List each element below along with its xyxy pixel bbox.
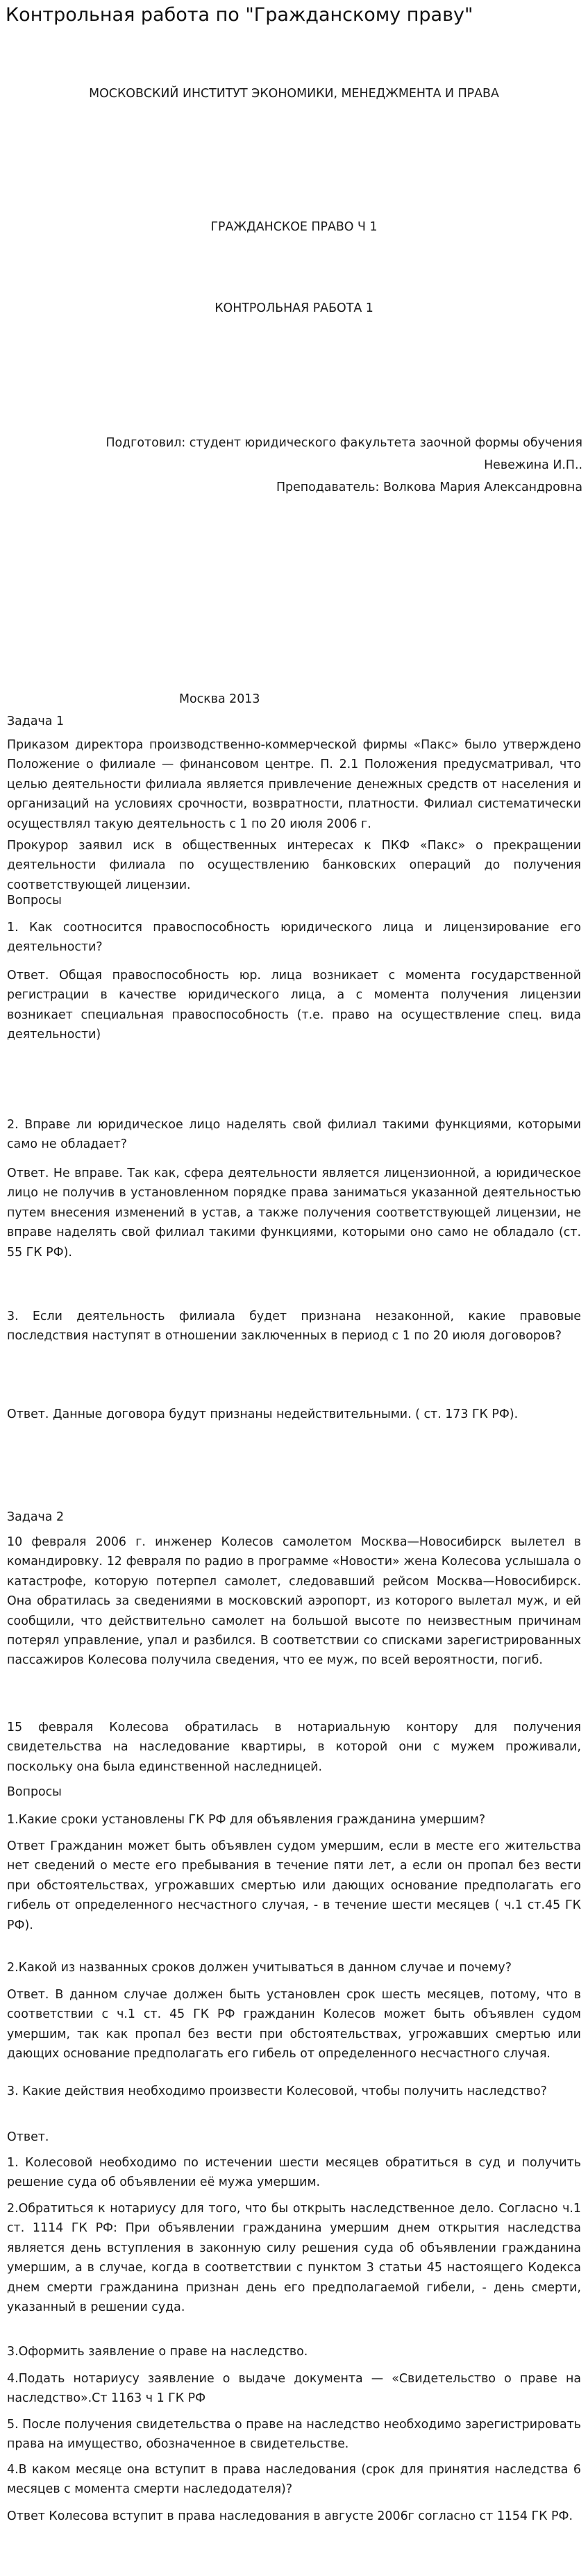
task2-step-5: 5. После получения свидетельства о праве на наследство необходимо зарегистрировать права на имущество, обозначенное в свидетельстве. [7, 2418, 581, 2452]
task2-notary: 15 февраля Колесова обратилась в нотариальную контору для получения свидетельства на наследование квартиры, в которой они с мужем проживали, поскольку она была единственной наследницей. [7, 1721, 581, 1774]
task1-questions-label: Вопросы [7, 894, 62, 908]
task2-questions-label: Вопросы [7, 1785, 62, 1799]
task2-step-4: 4.Подать нотариусу заявление о выдаче документа — «Свидетельство о праве на наследство».Ст 1163 ч 1 ГК РФ [7, 2372, 581, 2406]
task1-question-3: 3. Если деятельность филиала будет признана незаконной, какие правовые последствия наступят в отношении заключенных в период с 1 по 20 июля договоров? [7, 1310, 581, 1344]
task1-question-2: 2. Вправе ли юридическое лицо наделять свой филиал такими функциями, которыми само не обладает? [7, 1118, 581, 1152]
task1-answer-3: Ответ. Данные договора будут признаны недействительными. ( ст. 173 ГК РФ). [7, 1407, 519, 1421]
teacher-name: Преподаватель: Волкова Мария Александровна [276, 480, 582, 494]
page-title: Контрольная работа по "Гражданскому праву" [6, 4, 473, 26]
task2-step-1: 1. Колесовой необходимо по истечении шести месяцев обратиться в суд и получить решение суда об объявлении её мужа умершим. [7, 2156, 581, 2190]
task2-question-1: 1.Какие сроки установлены ГК РФ для объявления гражданина умершим? [7, 1813, 486, 1827]
task1-answer-1: Ответ. Общая правоспособность юр. лица возникает с момента государственной регистрации в качестве юридического лица, а с момента получения лицензии возникает специальная правоспособность (т.е. право на осуществление спец. вида деятельности) [7, 969, 581, 1042]
city-year: Москва 2013 [179, 692, 260, 706]
task1-heading: Задача 1 [7, 714, 65, 728]
task2-question-4: 4.В каком месяце она вступит в права наследования (срок для принятия наследства 6 месяцев с момента смерти наследодателя)? [7, 2463, 581, 2497]
task1-question-1: 1. Как соотносится правоспособность юридического лица и лицензирование его деятельности? [7, 921, 581, 955]
work-name: КОНТРОЛЬНАЯ РАБОТА 1 [215, 301, 373, 315]
prepared-by: Подготовил: студент юридического факультета заочной формы обучения [106, 436, 582, 450]
task2-heading: Задача 2 [7, 1510, 65, 1524]
task2-step-2: 2.Обратиться к нотариусу для того, что бы открыть наследственное дело. Согласно ч.1 ст. 1114 ГК РФ: При объявлении гражданина умершим днем открытия наследства является день вступления в законную силу решения суда об объявлении гражданина умершим, а в случае, когда в соответствии с пунктом 3 статьи 45 настоящего Кодекса днем смерти гражданина признан день его предполагаемой гибели, - день смерти, указанный в решении суда. [7, 2202, 581, 2315]
student-name: Невежина И.П.. [484, 458, 582, 472]
task2-question-2: 2.Какой из названных сроков должен учитываться в данном случае и почему? [7, 1961, 512, 1975]
task1-claim: Прокурор заявил иск в общественных интересах к ПКФ «Пакс» о прекращении деятельности филиала по осуществлению банковских операций до получения соответствующей лицензии. [7, 839, 581, 892]
task2-answer-1: Ответ Гражданин может быть объявлен судом умершим, если в месте его жительства нет сведений о месте его пребывания в течение пяти лет, а если он пропал без вести при обстоятельствах, угрожавших смертью или дающих основание предполагать его гибель от определенного несчастного случая, - в течение шести месяцев ( ч.1 ст.45 ГК РФ). [7, 1839, 581, 1932]
task2-condition: 10 февраля 2006 г. инженер Колесов самолетом Москва—Новосибирск вылетел в командировку. 12 февраля по радио в программе «Новости» жена Колесова услышала о катастрофе, которую потерпел самолет, следовавший рейсом Москва—Новосибирск. Она обратилась за сведениями в московский аэропорт, из которого вылетал муж, и ей сообщили, что действительно самолет на большой высоте по неизвестным причинам потерял управление, упал и разбился. В соответствии со списками зарегистрированных пассажиров Колесова получила сведения, что ее муж, по всей вероятности, погиб. [7, 1535, 581, 1668]
task2-question-3: 3. Какие действия необходимо произвести Колесовой, чтобы получить наследство? [7, 2084, 547, 2098]
task1-condition: Приказом директора производственно-коммерческой фирмы «Пакс» было утверждено Положение о филиале — финансовом центре. П. 2.1 Положения предусматривал, что целью деятельности филиала является привлечение денежных средств от населения и организаций на условиях срочности, возвратности, платности. Филиал систематически осуществлял такую деятельность с 1 по 20 июля 2006 г. [7, 738, 581, 831]
task1-answer-2: Ответ. Не вправе. Так как, сфера деятельности является лицензионной, а юридическое лицо не получив в установленном порядке права заниматься указанной деятельностью путем внесения изменений в устав, а также получения соответствующей лицензии, не вправе наделять свой филиал такими функциями, которыми оно само не обладало (ст. 55 ГК РФ). [7, 1166, 581, 1260]
task2-answer-2: Ответ. В данном случае должен быть установлен срок шесть месяцев, потому, что в соответствии с ч.1 ст. 45 ГК РФ гражданин Колесов может быть объявлен судом умершим, так как пропал без вести при обстоятельствах, угрожавших смертью или дающих основание предполагать его гибель от определенного несчастного случая. [7, 1988, 581, 2061]
subject-name: ГРАЖДАНСКОЕ ПРАВО Ч 1 [210, 220, 378, 234]
institute-name: МОСКОВСКИЙ ИНСТИТУТ ЭКОНОМИКИ, МЕНЕДЖМЕНТА И ПРАВА [89, 87, 499, 101]
task2-answer-3-label: Ответ. [7, 2130, 49, 2144]
task2-answer-4: Ответ Колесова вступит в права наследования в августе 2006г согласно ст 1154 ГК РФ. [7, 2509, 573, 2523]
task2-step-3: 3.Оформить заявление о праве на наследство. [7, 2345, 308, 2359]
